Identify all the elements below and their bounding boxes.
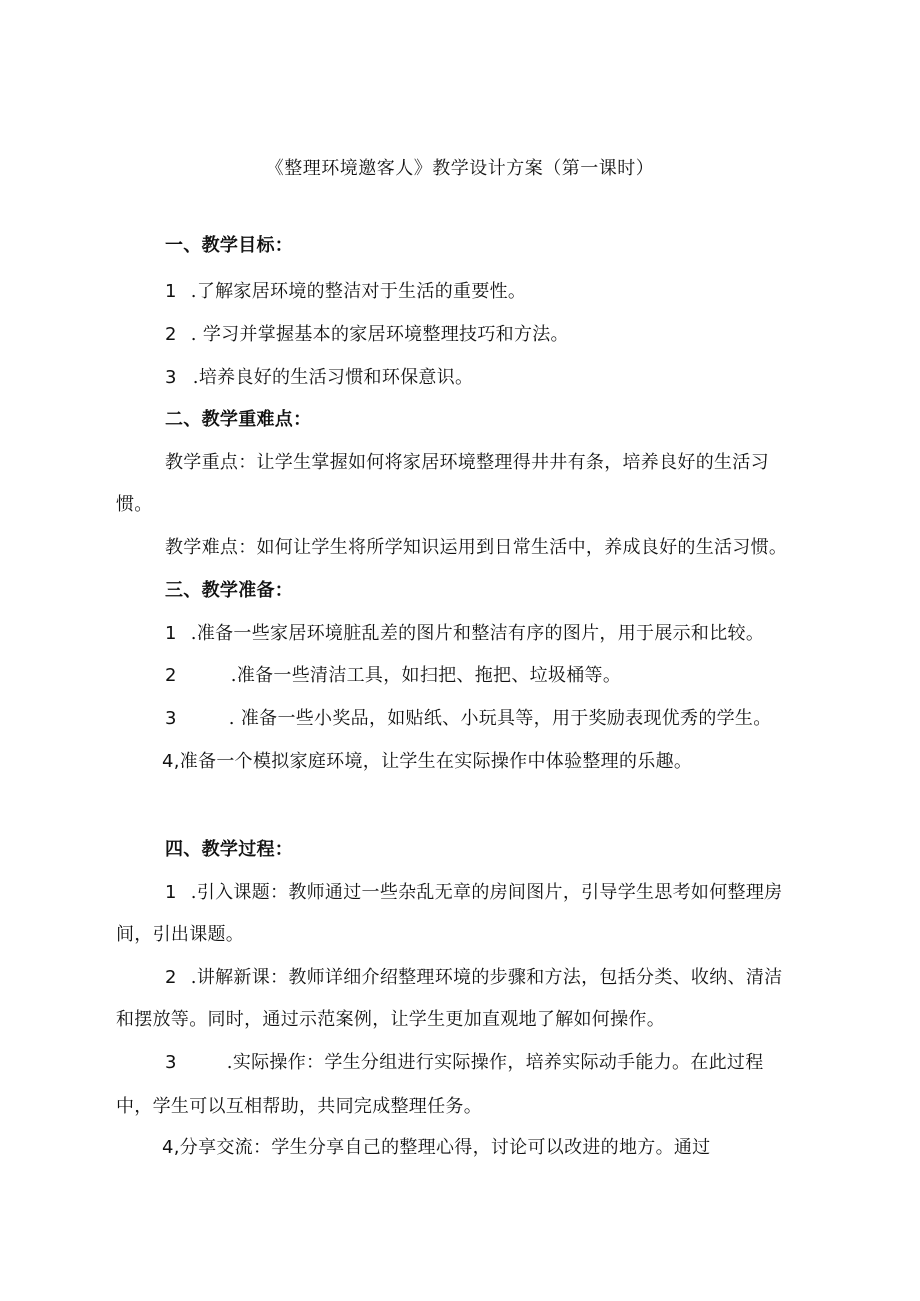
goal-item-3-number: 3 [165, 367, 177, 388]
prep-item-3 [165, 707, 772, 731]
prep-item-1-text: .准备一些家居环境脏乱差的图片和整洁有序的图片，用于展示和比较。 [190, 623, 765, 644]
prep-item-4-number: 4, [162, 751, 180, 772]
process-item-1-line2: 间，引出课题。 [116, 924, 245, 945]
prep-item-1 [165, 622, 764, 646]
process-item-1-number: 1 [165, 882, 177, 903]
process-item-2-line1 [165, 966, 782, 990]
goal-item-2-text: . 学习并掌握基本的家居环境整理技巧和方法。 [190, 324, 569, 345]
prep-item-2-text: .准备一些清洁工具，如扫把、拖把、垃圾桶等。 [230, 665, 622, 686]
goal-item-1-number: 1 [165, 281, 177, 302]
difficulty-text: 教学难点：如何让学生将所学知识运用到日常生活中，养成良好的生活习惯。 [165, 537, 788, 558]
section-heading-keypoints: 二、教学重难点： [165, 409, 312, 430]
section-heading-goals: 一、教学目标： [165, 235, 294, 256]
goal-item-1-text: .了解家居环境的整洁对于生活的重要性。 [190, 281, 527, 302]
prep-item-2 [165, 664, 621, 688]
process-item-4-text: 分享交流：学生分享自己的整理心得，讨论可以改进的地方。通过 [179, 1137, 711, 1158]
goal-item-2-number: 2 [165, 324, 177, 345]
process-item-1-text: .引入课题：教师通过一些杂乱无章的房间图片，引导学生思考如何整理房 [190, 882, 783, 903]
goal-item-1 [165, 280, 526, 304]
prep-item-1-number: 1 [165, 623, 177, 644]
prep-item-2-number: 2 [165, 665, 177, 686]
section-heading-prep: 三、教学准备： [165, 580, 294, 601]
process-item-2-number: 2 [165, 967, 177, 988]
focus-text-line2: 惯。 [116, 494, 153, 515]
prep-item-4-text: 准备一个模拟家庭环境，让学生在实际操作中体验整理的乐趣。 [179, 751, 693, 772]
section-heading-process: 四、教学过程： [165, 839, 294, 860]
process-item-2-text: .讲解新课：教师详细介绍整理环境的步骤和方法，包括分类、收纳、清洁 [190, 967, 783, 988]
prep-item-3-number: 3 [165, 708, 177, 729]
goal-item-3 [165, 366, 473, 390]
process-item-3-line1 [165, 1051, 764, 1075]
process-item-3-text: .实际操作：学生分组进行实际操作，培养实际动手能力。在此过程 [226, 1052, 764, 1073]
process-item-1-line1 [165, 881, 782, 905]
process-item-2-line2: 和摆放等。同时，通过示范案例，让学生更加直观地了解如何操作。 [116, 1009, 665, 1030]
document-title: 《整理环境邀客人》教学设计方案（第一课时） [265, 158, 655, 179]
process-item-4-number: 4, [162, 1137, 180, 1158]
process-item-3-number: 3 [165, 1052, 177, 1073]
process-item-3-line2: 中，学生可以互相帮助，共同完成整理任务。 [116, 1096, 482, 1117]
goal-item-2 [165, 323, 569, 347]
prep-item-3-text: . 准备一些小奖品，如贴纸、小玩具等，用于奖励表现优秀的学生。 [228, 708, 772, 729]
goal-item-3-text: .培养良好的生活习惯和环保意识。 [192, 367, 474, 388]
process-item-4-line1 [162, 1136, 710, 1160]
focus-text-line1: 教学重点：让学生掌握如何将家居环境整理得井井有条，培养良好的生活习 [165, 452, 769, 473]
prep-item-4 [162, 750, 692, 774]
